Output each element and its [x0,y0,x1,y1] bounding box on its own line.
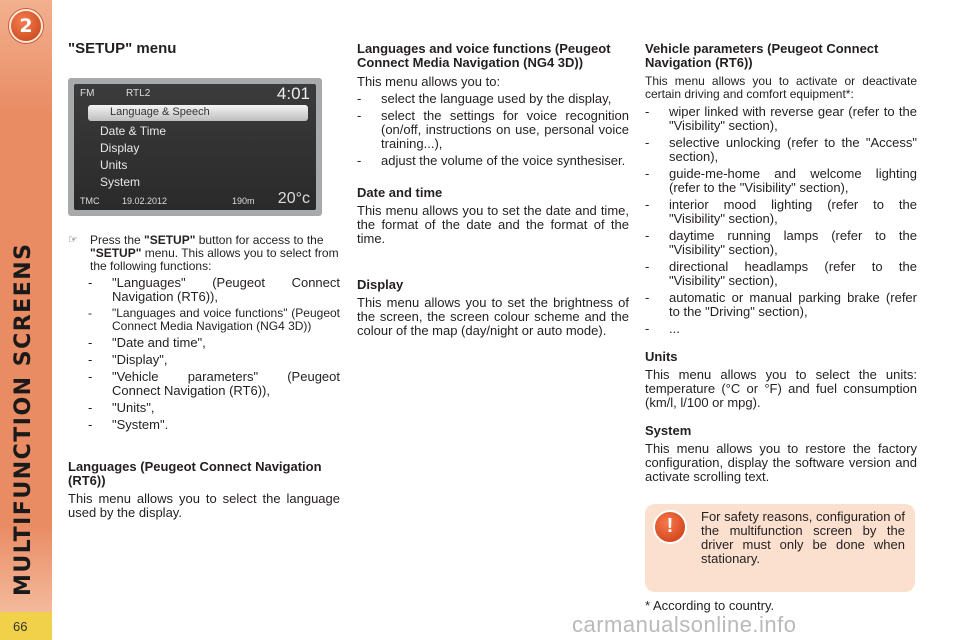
system-text: This menu allows you to restore the factory configuration, display the software version and activate scrolling text. [645,441,917,484]
list-item: - daytime running lamps (refer to the "Visibility" section), [645,228,917,257]
safety-warning-text: For safety reasons, configuration of the multifunction screen by the driver must only be done when stationary. [701,509,905,566]
date-time-heading: Date and time [357,185,443,200]
list-item: - ... [645,321,680,336]
press-setup-instruction: ☞ Press the "SETUP" button for access to the "SETUP" menu. This allows you to select from the following functions: [68,233,339,273]
column-3 [645,42,917,484]
menu-item-selected: Language & Speech [88,105,308,121]
menu-item-units: Units [100,158,128,172]
list-item: - "Languages" (Peugeot Connect Navigation (RT6)), [88,275,340,304]
list-item: - guide-me-home and welcome lighting (refer to the "Visibility" section), [645,166,917,195]
chapter-number: 2 [19,15,33,37]
radio-band: FM [80,88,95,99]
list-item: - select the language used by the display, [357,91,612,106]
list-item: - adjust the volume of the voice synthesiser. [357,153,626,168]
list-item: - select the settings for voice recognition (on/off, instructions on use, personal voice training...), [357,108,629,151]
list-item: - "Date and time", [88,335,206,350]
display-text: This menu allows you to set the brightness of the screen, the screen colour scheme and the colour of the map (day/night or auto mode). [357,295,629,338]
list-item: - selective unlocking (refer to the "Access" section), [645,135,917,164]
languages-heading: Languages (Peugeot Connect Navigation (RT6)) [68,459,322,488]
list-item: - interior mood lighting (refer to the "Visibility" section), [645,197,917,226]
voice-function-list [357,92,629,168]
voice-intro: This menu allows you to: [357,74,501,89]
screen-date: 19.02.2012 [122,196,168,206]
list-item: - "Languages and voice functions" (Peugeot Connect Media Navigation (NG4 3D)) [88,306,340,333]
section-title: MULTIFUNCTION SCREENS [11,242,36,596]
voice-functions-heading: Languages and voice functions (Peugeot Connect Media Navigation (NG4 3D)) [357,41,611,70]
list-item: - automatic or manual parking brake (refer to the "Driving" section), [645,290,917,319]
screen-temperature: 20°c [277,190,310,207]
radio-station: RTL2 [126,88,151,99]
system-heading: System [645,423,692,438]
pointer-icon: ☞ [68,234,78,246]
list-item: - "Units", [88,400,155,415]
screen-clock: 4:01 [276,84,310,103]
footnote: * According to country. [645,598,775,613]
screen-status-bar [74,84,316,104]
menu-item-display: Display [100,141,140,155]
setup-function-list [88,276,340,432]
screen-distance: 190m [232,196,255,206]
vehicle-parameters-heading: Vehicle parameters (Peugeot Connect Navigation (RT6)) [645,41,879,70]
menu-item-date-time: Date & Time [100,124,167,138]
list-item: - "Vehicle parameters" (Peugeot Connect Navigation (RT6)), [88,369,340,398]
warning-icon: ! [653,510,687,544]
vehicle-parameters-list [645,105,917,336]
list-item: - "System". [88,417,169,432]
screen-bottom-bar [74,192,316,210]
units-heading: Units [645,349,678,364]
date-time-text: This menu allows you to set the date and time, the format of the date and the format of the time. [357,203,629,246]
units-text: This menu allows you to select the units: temperature (°C or °F) and fuel consumption (km/l, l/100 or mpg). [645,367,917,410]
languages-text: This menu allows you to select the language used by the display. [68,491,340,520]
column-2 [357,42,629,338]
column-1 [68,42,340,520]
list-item: - directional headlamps (refer to the "Visibility" section), [645,259,917,288]
page-number: 66 [0,612,52,640]
setup-screen-image [68,78,322,216]
menu-item-system: System [100,175,141,189]
sidebar [0,0,52,640]
list-item: - wiper linked with reverse gear (refer to the "Visibility" section), [645,104,917,133]
vehicle-parameters-intro: This menu allows you to activate or deactivate certain driving and comfort equipment*: [645,74,917,101]
safety-warning-box [645,504,915,592]
tmc-label: TMC [80,196,100,206]
list-item: - "Display", [88,352,168,367]
chapter-badge [9,9,43,43]
watermark: carmanualsonline.info [572,612,797,637]
display-heading: Display [357,277,404,292]
setup-menu-title: "SETUP" menu [68,40,177,57]
